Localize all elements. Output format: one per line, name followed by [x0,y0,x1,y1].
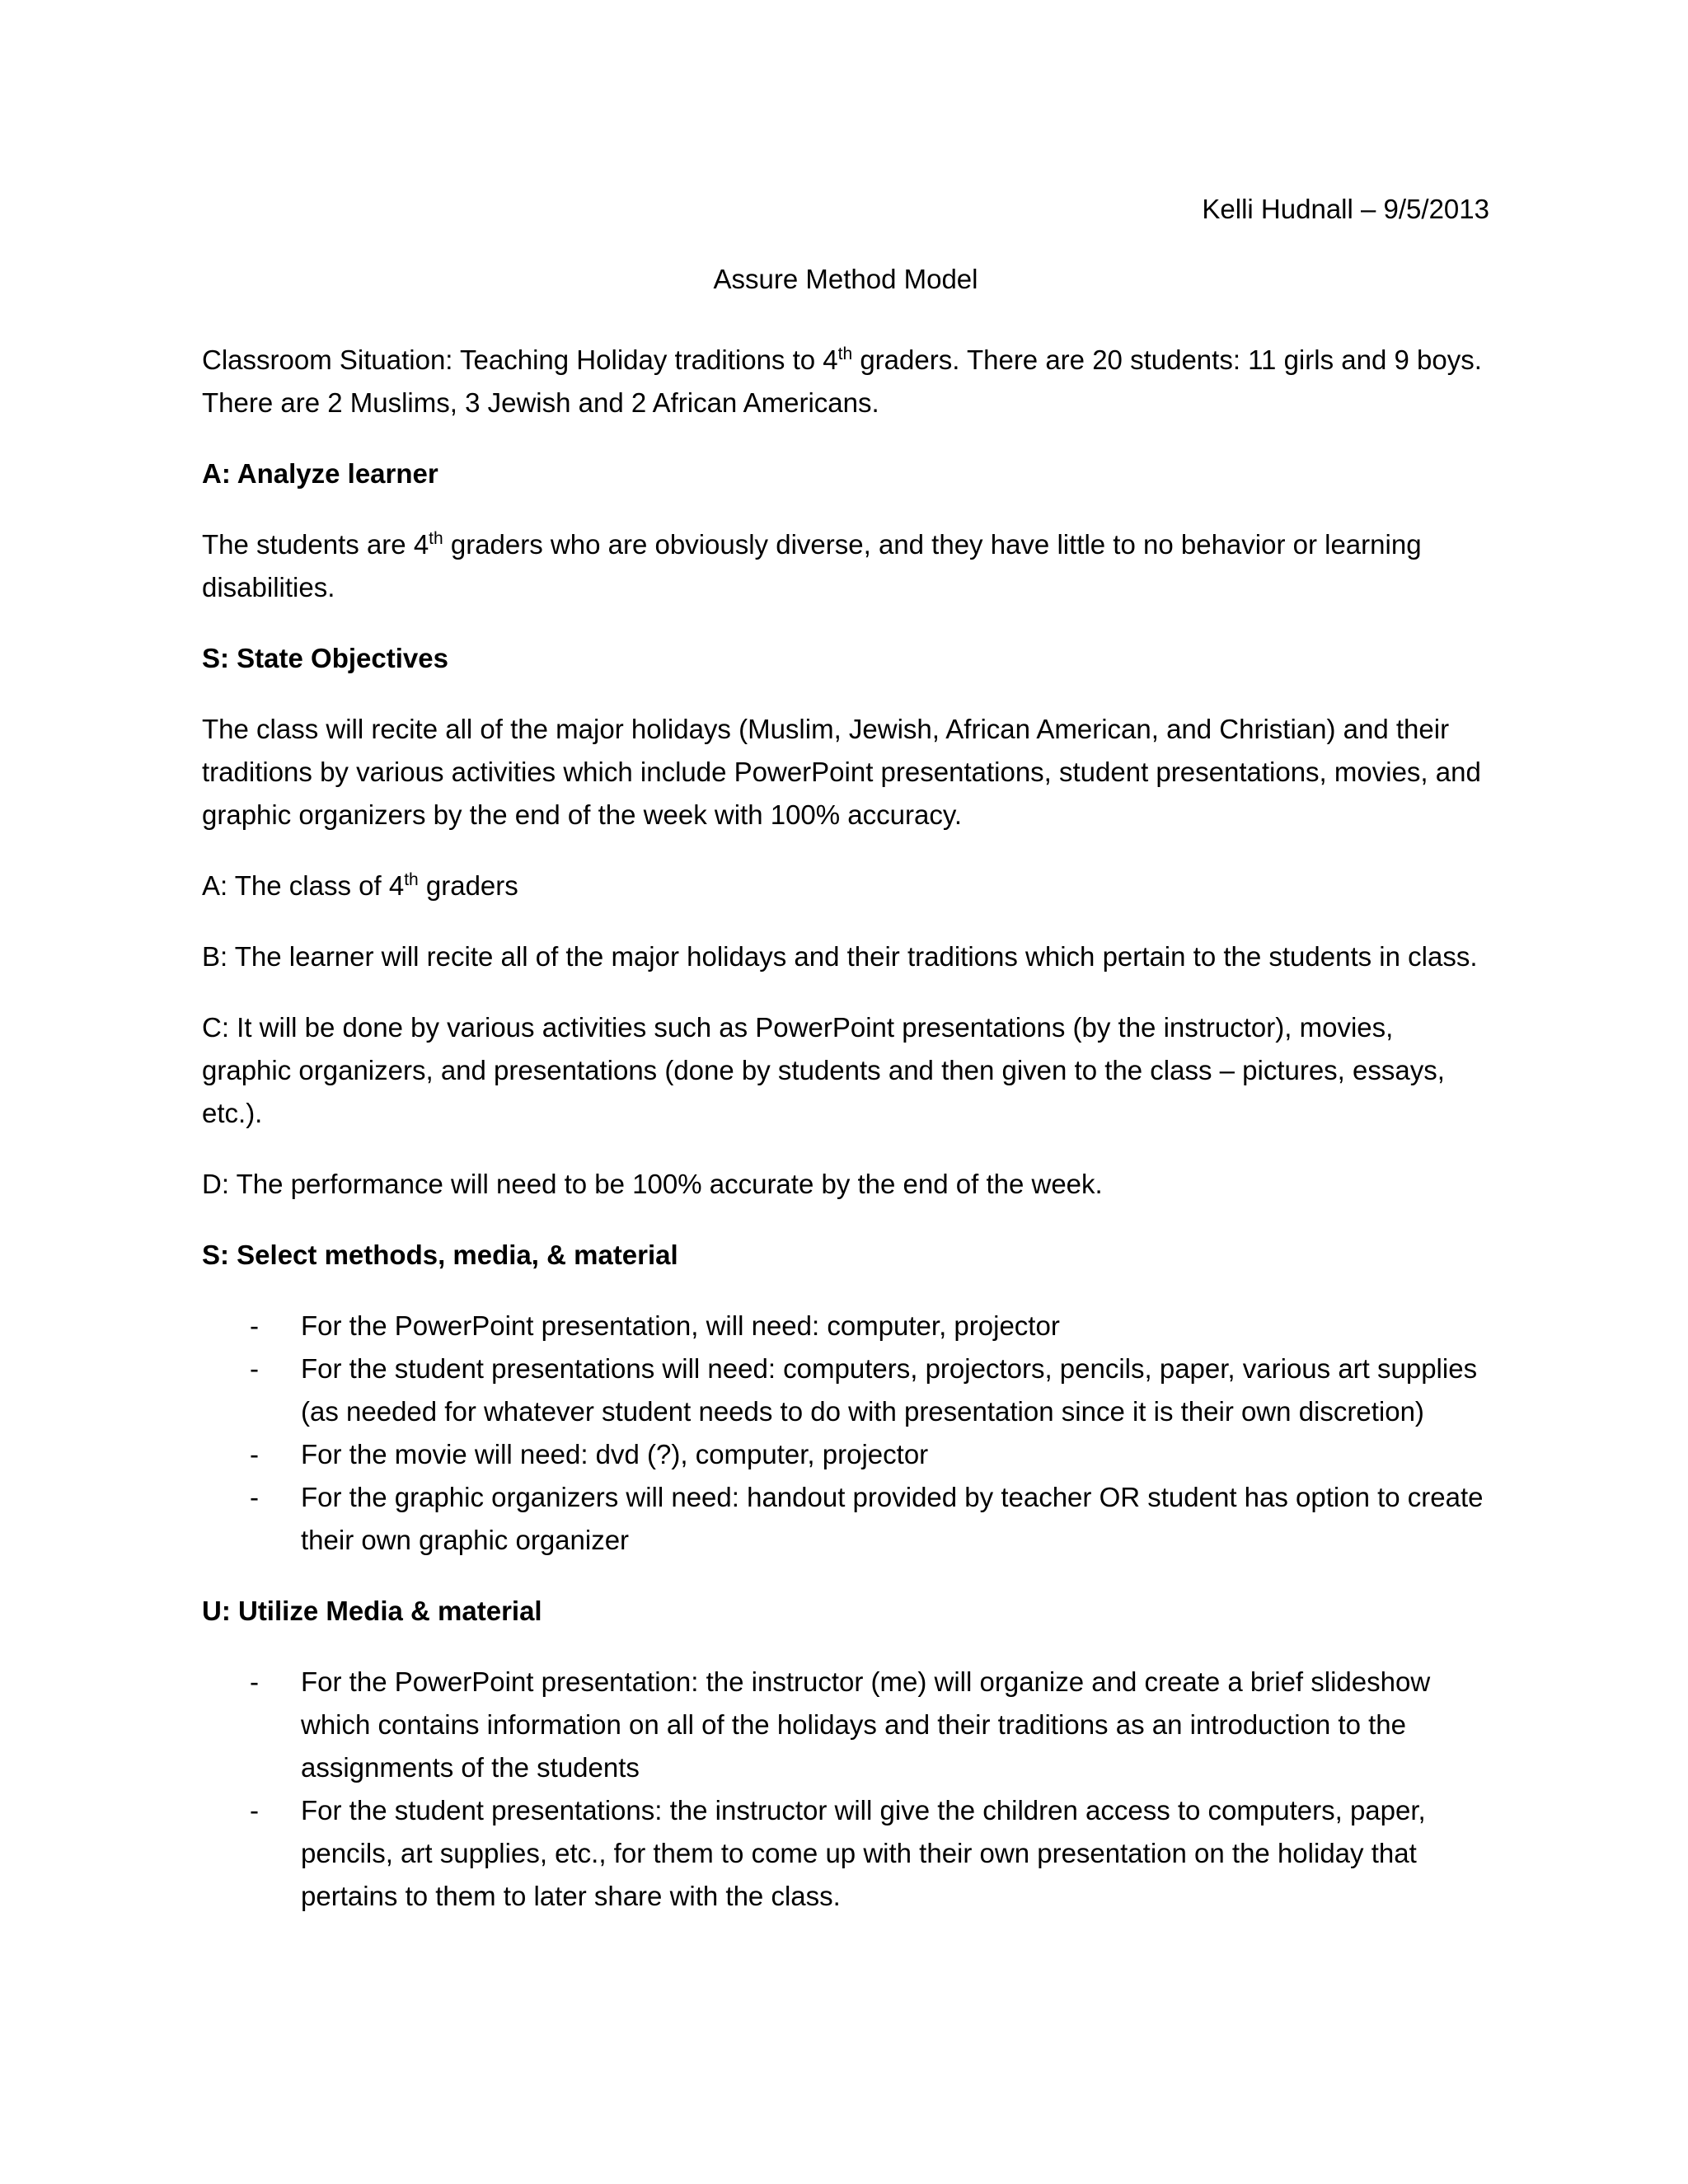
objective-a-pre: A: The class of 4 [202,870,405,901]
superscript-th: th [429,529,443,548]
bullet-hyphen: - [250,1353,259,1384]
select-methods-list [202,1305,1489,1562]
bullet-hyphen: - [250,1482,259,1512]
objective-d-paragraph: D: The performance will need to be 100% accurate by the end of the week. [202,1169,1103,1199]
superscript-th: th [837,344,853,363]
heading-state-objectives: S: State Objectives [202,643,448,673]
list-item-text: For the student presentations will need: computers, projectors, pencils, paper, various art supplies (as needed for whatever student needs to do with presentation since it is their own discretion) [301,1353,1478,1427]
superscript-th: th [404,870,419,889]
heading-analyze-learner: A: Analyze learner [202,458,438,489]
analyze-text-pre: The students are 4 [202,529,429,560]
objective-b-paragraph: B: The learner will recite all of the major holidays and their traditions which pertain to the students in class. [202,941,1478,972]
bullet-hyphen: - [250,1439,259,1469]
objective-a-post: graders [418,870,518,901]
classroom-situation-paragraph [202,339,1489,424]
objective-c-paragraph: C: It will be done by various activities such as PowerPoint presentations (by the instructor), movies, graphic organizers, and presentations (done by students and then given to the class – pictures, essays, etc.). [202,1012,1445,1128]
bullet-hyphen: - [250,1795,259,1825]
author-date-line: Kelli Hudnall – 9/5/2013 [1202,194,1489,224]
classroom-text-pre: Classroom Situation: Teaching Holiday traditions to 4 [202,344,838,375]
document-title: Assure Method Model [713,264,978,294]
list-item [202,1476,1489,1562]
list-item-text: For the PowerPoint presentation, will need: computer, projector [301,1310,1060,1341]
heading-utilize-media: U: Utilize Media & material [202,1596,542,1626]
list-item [202,1661,1489,1789]
utilize-media-list [202,1661,1489,1918]
list-item [202,1789,1489,1918]
objective-a-paragraph [202,865,1489,907]
bullet-hyphen: - [250,1310,259,1341]
list-item-text: For the PowerPoint presentation: the instructor (me) will organize and create a brief slideshow which contains information on all of the holidays and their traditions as an introduction to the assignments of the students [301,1666,1431,1783]
bullet-hyphen: - [250,1666,259,1697]
list-item [202,1433,1489,1476]
list-item-text: For the graphic organizers will need: handout provided by teacher OR student has option to create their own graphic organizer [301,1482,1484,1555]
list-item [202,1305,1489,1347]
heading-select-methods: S: Select methods, media, & material [202,1240,678,1270]
analyze-learner-paragraph [202,523,1489,609]
list-item [202,1347,1489,1433]
list-item-text: For the student presentations: the instructor will give the children access to computers, paper, pencils, art supplies, etc., for them to come up with their own presentation on the holiday that pertains to them to later share with the class. [301,1795,1426,1911]
state-objectives-paragraph: The class will recite all of the major holidays (Muslim, Jewish, African American, and Christian) and their traditions by various activities which include PowerPoint presentations, student presentations, movies, and graphic organizers by the end of the week with 100% accuracy. [202,714,1481,830]
classroom-text-post: graders. There are 20 students: 11 girls and 9 boys. There are 2 Muslims, 3 Jewish and 2 African Americans. [202,344,1482,418]
list-item-text: For the movie will need: dvd (?), computer, projector [301,1439,929,1469]
analyze-text-post: graders who are obviously diverse, and they have little to no behavior or learning disabilities. [202,529,1422,602]
